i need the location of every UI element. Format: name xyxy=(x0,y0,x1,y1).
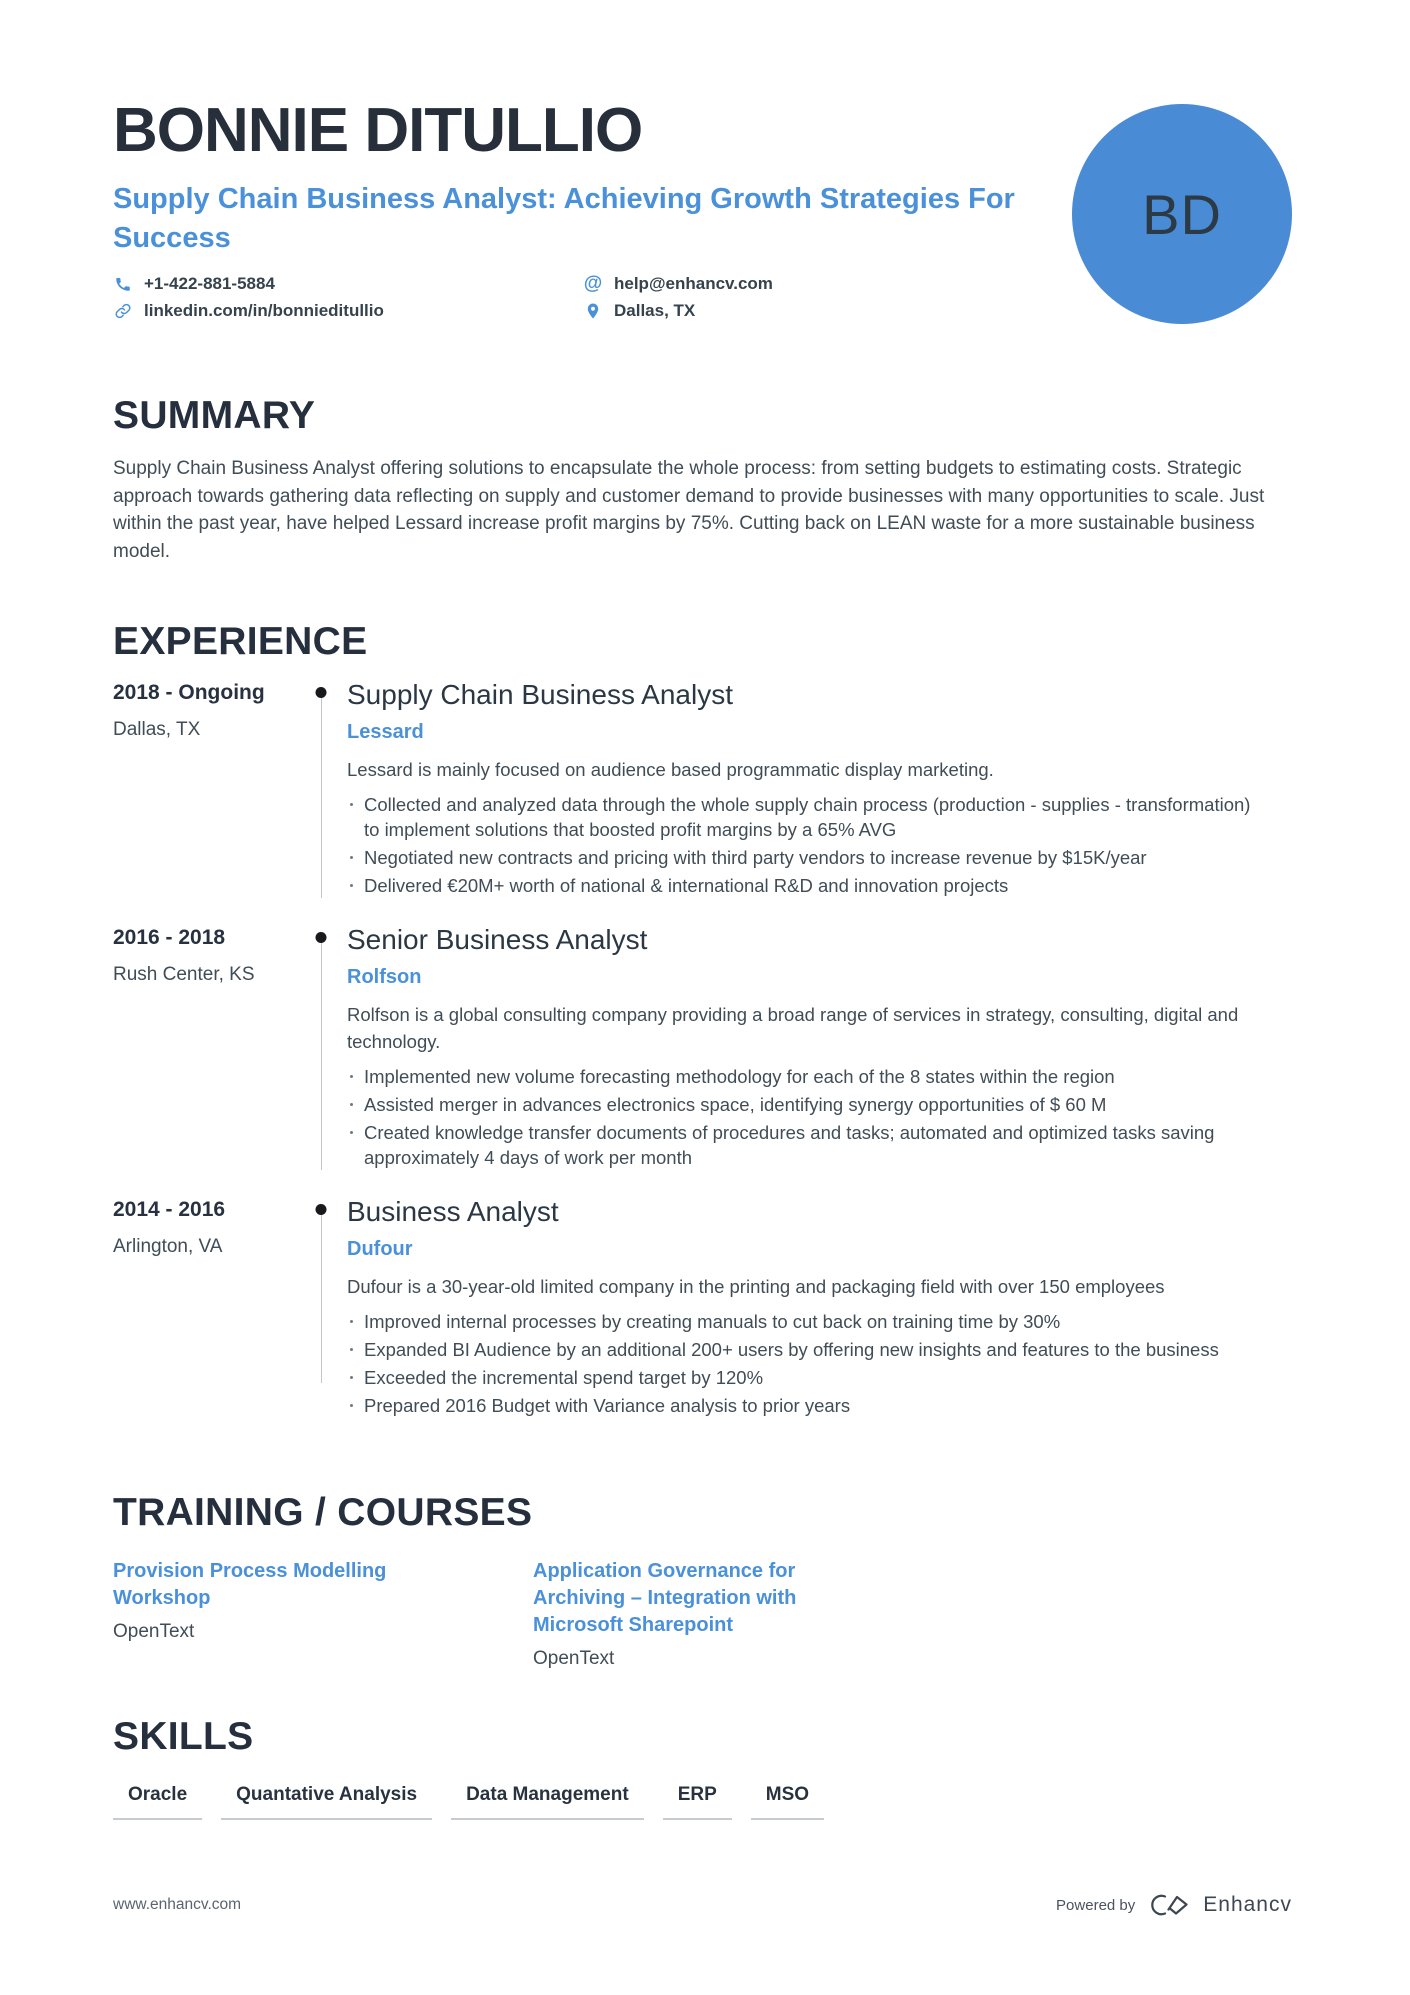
course-title: Provision Process Modelling Workshop xyxy=(113,1560,387,1609)
contact-linkedin[interactable] xyxy=(113,301,583,321)
entry-location: Arlington, VA xyxy=(113,1236,223,1257)
bullet-item: Improved internal processes by creating manuals to cut back on training time by 30% xyxy=(347,1309,1257,1334)
powered-by-label: Powered by xyxy=(1056,1896,1136,1914)
phone-icon xyxy=(113,274,133,294)
bullet-item: Exceeded the incremental spend target by 120% xyxy=(347,1365,1257,1390)
entry-description: Rolfson is a global consulting company providing a broad range of services in strategy, consulting, digital and technology. xyxy=(347,1004,1239,1052)
contact-phone[interactable] xyxy=(113,274,583,294)
bullet-item: Expanded BI Audience by an additional 200+ users by offering new insights and features to the business xyxy=(347,1337,1257,1362)
course-item xyxy=(533,1558,863,1670)
entry-dates: 2014 - 2016 xyxy=(113,1198,226,1221)
entry-bullets xyxy=(347,1309,1257,1418)
course-provider: OpenText xyxy=(533,1648,615,1669)
site-link[interactable]: www.enhancv.com xyxy=(113,1896,242,1913)
powered-by[interactable] xyxy=(1056,1892,1292,1918)
bullet-item: Prepared 2016 Budget with Variance analysis to prior years xyxy=(347,1393,1257,1418)
entry-meta xyxy=(113,679,303,898)
course-provider: OpenText xyxy=(113,1621,195,1642)
timeline xyxy=(303,924,339,1170)
entry-description: Dufour is a 30-year-old limited company in the printing and packaging field with over 150 employees xyxy=(347,1276,1165,1297)
skill-item: Quantative Analysis xyxy=(221,1784,432,1820)
summary-heading: SUMMARY xyxy=(113,394,316,437)
summary-text: Supply Chain Business Analyst offering solutions to encapsulate the whole process: from setting budgets to estimating costs. Strategic approach towards gathering data reflecting on supply and customer demand to provide businesses with many opportunities to scale. Just within the past year, have helped Lessard increase profit margins by 75%. Cutting back on LEAN waste for a more sustainable business model. xyxy=(113,458,1265,562)
footer xyxy=(113,1892,1292,1918)
brand-name: Enhancv xyxy=(1203,1893,1292,1916)
course-list xyxy=(113,1558,1265,1670)
person-name: BONNIE DITULLIO xyxy=(113,96,643,165)
avatar xyxy=(1072,104,1292,324)
entry-location: Dallas, TX xyxy=(113,719,201,740)
entry-company: Rolfson xyxy=(347,966,422,988)
experience-entry xyxy=(113,679,1265,924)
pin-icon xyxy=(583,301,603,321)
skill-item: Data Management xyxy=(451,1784,644,1820)
entry-dates: 2018 - Ongoing xyxy=(113,681,265,704)
course-item xyxy=(113,1558,483,1670)
training-heading: TRAINING / COURSES xyxy=(113,1491,533,1534)
training-section xyxy=(113,1490,1265,1670)
avatar-initials: BD xyxy=(1142,182,1222,246)
skills-list xyxy=(113,1784,1265,1820)
experience-section xyxy=(113,619,1265,1444)
timeline-line xyxy=(321,939,322,1170)
skill-item: ERP xyxy=(663,1784,732,1820)
headline: Supply Chain Business Analyst: Achieving Growth Strategies For Success xyxy=(113,183,1015,254)
entry-location: Rush Center, KS xyxy=(113,964,255,985)
contact-phone-text: +1-422-881-5884 xyxy=(144,274,275,293)
entry-bullets xyxy=(347,1064,1257,1170)
link-icon xyxy=(113,301,133,321)
contact-location xyxy=(583,301,873,321)
entry-title: Senior Business Analyst xyxy=(347,924,648,955)
bullet-item: Delivered €20M+ worth of national & international R&D and innovation projects xyxy=(347,873,1257,898)
timeline xyxy=(303,1196,339,1418)
entry-meta xyxy=(113,924,303,1170)
entry-content xyxy=(339,1196,1265,1418)
bullet-item: Implemented new volume forecasting methodology for each of the 8 states within the region xyxy=(347,1064,1257,1089)
entry-meta xyxy=(113,1196,303,1418)
entry-description: Lessard is mainly focused on audience based programmatic display marketing. xyxy=(347,759,994,780)
contact-list xyxy=(113,274,873,321)
timeline-dot xyxy=(316,1204,327,1215)
enhancv-logo-icon xyxy=(1148,1892,1190,1918)
experience-entries xyxy=(113,679,1265,1444)
bullet-item: Collected and analyzed data through the whole supply chain process (production - supplies - transformation) to implement solutions that boosted profit margins by a 65% AVG xyxy=(347,792,1257,842)
bullet-item: Negotiated new contracts and pricing with third party vendors to increase revenue by $15K/year xyxy=(347,845,1257,870)
skills-heading: SKILLS xyxy=(113,1715,254,1758)
bullet-item: Assisted merger in advances electronics space, identifying synergy opportunities of $ 60 M xyxy=(347,1092,1257,1117)
skill-item: MSO xyxy=(751,1784,824,1820)
at-icon: @ xyxy=(583,273,603,294)
contact-email-text: help@enhancv.com xyxy=(614,274,773,293)
experience-heading: EXPERIENCE xyxy=(113,620,368,663)
entry-company: Dufour xyxy=(347,1238,413,1260)
contact-linkedin-text: linkedin.com/in/bonnieditullio xyxy=(144,301,384,320)
experience-entry xyxy=(113,1196,1265,1444)
timeline-dot xyxy=(316,687,327,698)
timeline-dot xyxy=(316,932,327,943)
timeline-line xyxy=(321,1211,322,1383)
timeline-line xyxy=(321,694,322,898)
timeline xyxy=(303,679,339,898)
entry-content xyxy=(339,924,1265,1170)
entry-company: Lessard xyxy=(347,721,424,743)
skills-section xyxy=(113,1714,1265,1820)
entry-title: Business Analyst xyxy=(347,1196,559,1227)
entry-title: Supply Chain Business Analyst xyxy=(347,679,733,710)
skill-item: Oracle xyxy=(113,1784,202,1820)
contact-location-text: Dallas, TX xyxy=(614,301,696,320)
entry-bullets xyxy=(347,792,1257,898)
experience-entry xyxy=(113,924,1265,1196)
course-title: Application Governance for Archiving – Integration with Microsoft Sharepoint xyxy=(533,1560,797,1636)
bullet-item: Created knowledge transfer documents of procedures and tasks; automated and optimized tasks saving approximately 4 days of work per month xyxy=(347,1120,1257,1170)
entry-dates: 2016 - 2018 xyxy=(113,926,226,949)
contact-email[interactable] xyxy=(583,274,873,294)
summary-section xyxy=(113,393,1265,565)
entry-content xyxy=(339,679,1265,898)
